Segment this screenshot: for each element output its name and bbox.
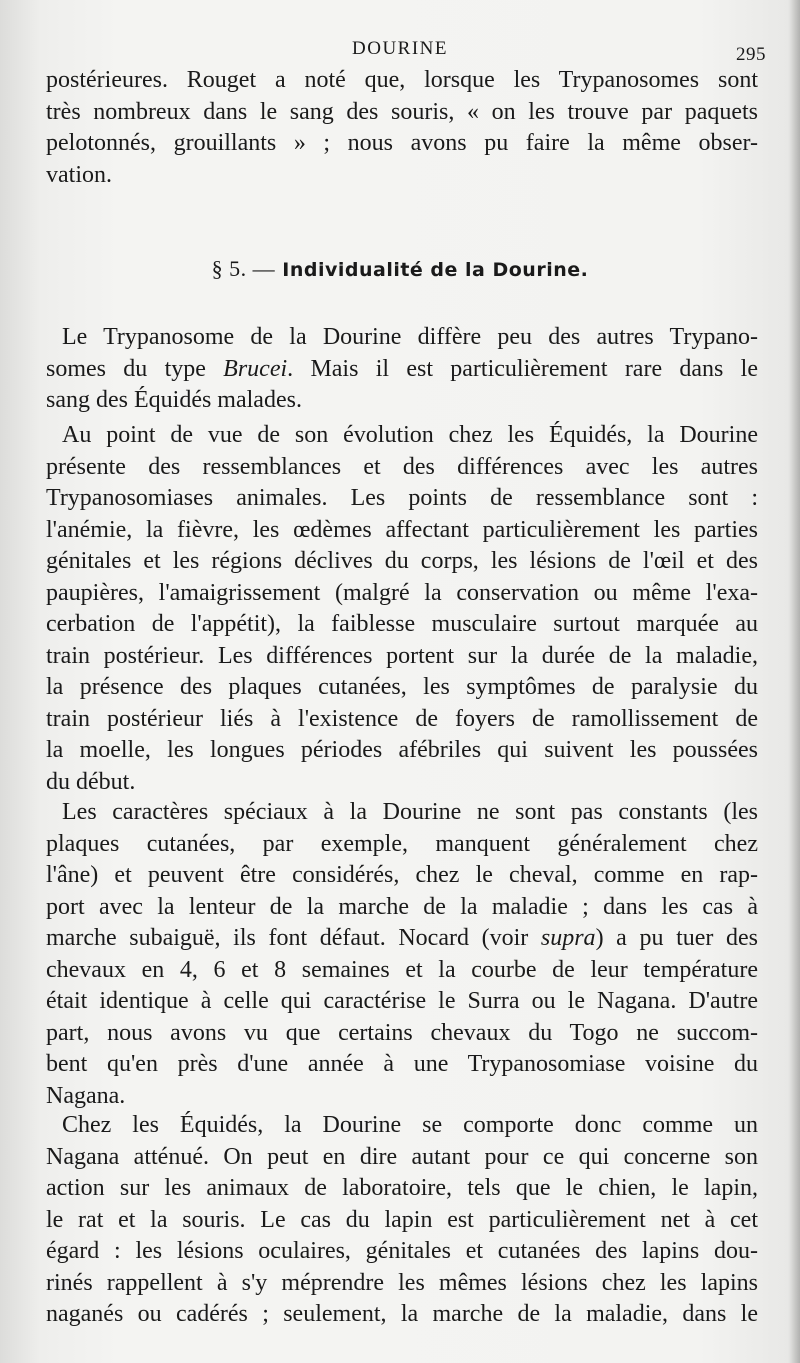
text-line: train postérieur. Les différences portent sur la durée de la maladie, — [46, 642, 758, 669]
text-line: vation. — [46, 161, 112, 188]
section-number: § 5. — — [211, 256, 276, 281]
text-line: paupières, l'amaigrissement (malgré la conservation ou même l'exa- — [46, 579, 758, 606]
text-segment: somes du type — [46, 355, 224, 382]
text-line: le rat et la souris. Le cas du lapin est particulièrement net à cet — [46, 1206, 758, 1233]
paragraph-continuation — [46, 65, 758, 191]
text-line: rinés rappellent à s'y méprendre les mêmes lésions chez les lapins — [46, 1269, 758, 1296]
text-line: la moelle, les longues périodes afébriles qui suivent les poussées — [46, 737, 758, 763]
text-line: cerbation de l'appétit), la faiblesse musculaire surtout marquée au — [46, 611, 758, 637]
text-line: naganés ou cadérés ; seulement, la marche de la maladie, dans le — [46, 1301, 758, 1327]
text-line: était identique à celle qui caractérise le Surra ou le Nagana. D'autre — [46, 988, 758, 1014]
text-line: Nagana. — [46, 1082, 126, 1109]
text-line: Nagana atténué. On peut en dire autant pour ce qui concerne son — [46, 1143, 758, 1170]
text-line: Le Trypanosome de la Dourine diffère peu des autres Trypano- — [62, 324, 758, 350]
text-line: du début. — [46, 768, 136, 795]
paragraph — [46, 1110, 758, 1331]
italic-term: supra — [540, 925, 596, 951]
text-line: sang des Équidés malades. — [46, 387, 302, 413]
text-line: plaques cutanées, par exemple, manquent généralement chez — [46, 830, 758, 857]
text-line: postérieures. Rouget a noté que, lorsque les Trypanosomes sont — [46, 67, 758, 93]
text-line: bent qu'en près d'une année à une Trypanosomiase voisine du — [46, 1051, 758, 1077]
page-edge-shadow — [788, 0, 800, 1363]
paragraph — [46, 322, 758, 417]
text-line: pelotonnés, grouillants » ; nous avons pu faire la même obser- — [46, 130, 758, 156]
text-line — [46, 923, 758, 955]
text-line — [46, 354, 758, 386]
text-line: Chez les Équidés, la Dourine se comporte donc comme un — [62, 1112, 758, 1138]
text-line: Au point de vue de son évolution chez les Équidés, la Dourine — [62, 422, 758, 448]
text-line: la présence des plaques cutanées, les symptômes de paralysie du — [46, 674, 758, 700]
text-line: très nombreux dans le sang des souris, « on les trouve par paquets — [46, 98, 758, 125]
text-segment: marche subaiguë, ils font défaut. Nocard (voir — [46, 925, 541, 951]
running-head-title: DOURINE — [352, 38, 448, 59]
running-head — [0, 38, 800, 68]
text-line: l'âne) et peuvent être considérés, chez le cheval, comme en rap- — [46, 862, 758, 888]
page-number: 295 — [736, 44, 766, 65]
text-segment: . Mais il est particulièrement rare dans le — [287, 355, 758, 382]
section-heading — [0, 256, 800, 282]
italic-term: Brucei — [223, 355, 288, 382]
text-line: chevaux en 4, 6 et 8 semaines et la courbe de leur température — [46, 956, 758, 983]
text-line: l'anémie, la fièvre, les œdèmes affectant particulièrement les parties — [46, 516, 758, 543]
text-line: présente des ressemblances et des différences avec les autres — [46, 453, 758, 480]
text-line: part, nous avons vu que certains chevaux du Togo ne succom- — [46, 1019, 758, 1046]
text-line: Trypanosomiases animales. Les points de ressemblance sont : — [46, 485, 758, 511]
text-line: égard : les lésions oculaires, génitales et cutanées des lapins dou- — [46, 1238, 758, 1264]
text-line: génitales et les régions déclives du corps, les lésions de l'œil et des — [46, 548, 758, 574]
paragraph — [46, 797, 758, 1112]
text-line: action sur les animaux de laboratoire, tels que le chien, le lapin, — [46, 1175, 758, 1201]
text-line: train postérieur liés à l'existence de foyers de ramollissement de — [46, 705, 758, 732]
text-segment: ) a pu tuer des — [595, 925, 759, 951]
paragraph — [46, 420, 758, 798]
text-line: Les caractères spéciaux à la Dourine ne sont pas constants (les — [62, 799, 758, 825]
text-line: port avec la lenteur de la marche de la maladie ; dans les cas à — [46, 893, 758, 920]
section-title: Individualité de la Dourine. — [282, 259, 589, 281]
